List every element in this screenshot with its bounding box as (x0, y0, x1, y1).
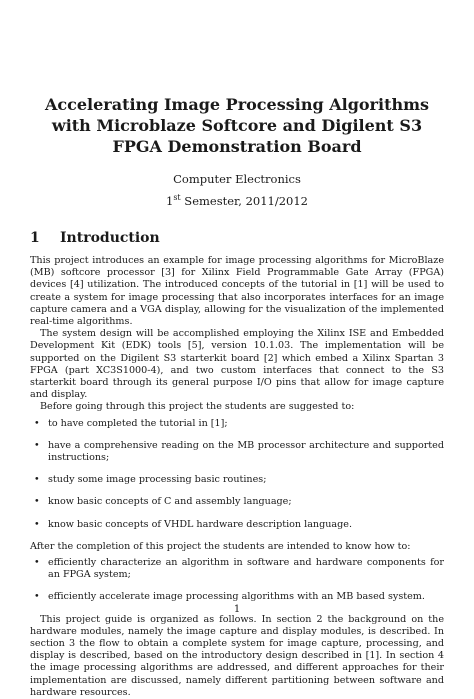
bullet-icon: • (34, 439, 40, 451)
paragraph: This project introduces an example for image processing algorithms for MicroBlaze (MB) softcore processor [3] for Xilinx Field Programmable Gate Array (FPGA) devices [4] utilization. The introduced concepts of the tutorial in [1] will be used to create a system for image processing that also incorporates interfaces for an image capture camera and a VGA display, allowing for the visualization of the implemented real-time algorithms. (30, 255, 444, 328)
list-item (30, 474, 444, 486)
list-item-text: know basic concepts of VHDL hardware description language. (48, 518, 353, 530)
paragraph: This project guide is organized as follows. In section 2 the background on the hardware modules, namely the image capture and display modules, is described. In section 3 the flow to obtain a complete system for image capture, processing, and display is described, based on the introductory design described in [1]. In section 4 the image processing algorithms are addressed, and different approaches for their implementation are discussed, namely different partitioning between software and hardware resources. (30, 613, 444, 698)
semester-ordinal: 1 (166, 193, 174, 208)
semester-line (0, 193, 474, 208)
list-item-text: know basic concepts of C and assembly language; (48, 496, 292, 508)
list-item (30, 440, 444, 464)
list-item (30, 591, 444, 603)
bullet-icon: • (34, 474, 40, 486)
list-item (30, 418, 444, 430)
list-item-text: study some image processing basic routines; (48, 474, 267, 486)
section-title: Introduction (60, 230, 160, 246)
bullet-icon: • (34, 496, 40, 508)
bullet-icon: • (34, 557, 40, 569)
list-item-text: have a comprehensive reading on the MB processor architecture and supported instructions; (48, 439, 444, 464)
section-body (30, 255, 444, 699)
paragraph: The system design will be accomplished employing the Xilinx ISE and Embedded Development Kit (EDK) tools [5], version 10.1.03. The implementation will be supported on the Digilent S3 starterkit board [2] which embed a Xilinx Spartan 3 FPGA (part XC3S1000-4), and two custom interfaces that connect to the S3 starterkit board through its general purpose I/O pins that allow for image capture and display. (30, 328, 444, 401)
list-item (30, 557, 444, 581)
semester-ordinal-suffix: st (173, 193, 181, 202)
prerequisites-list (30, 418, 444, 531)
paragraph: After the completion of this project the students are intended to know how to: (30, 540, 411, 552)
paper-title: Accelerating Image Processing Algorithms with Microblaze Softcore and Digilent S3 FPGA Demonstration Board (44, 95, 430, 156)
semester-text: Semester, 2011/2012 (180, 193, 308, 208)
bullet-icon: • (34, 591, 40, 603)
list-item-text: to have completed the tutorial in [1]; (48, 417, 228, 429)
bullet-icon: • (34, 518, 40, 530)
section-number: 1 (30, 230, 40, 246)
list-item-text: efficiently accelerate image processing algorithms with an MB based system. (48, 591, 425, 603)
bullet-icon: • (34, 417, 40, 429)
outcomes-list (30, 557, 444, 604)
list-item (30, 519, 444, 531)
list-item-text: efficiently characterize an algorithm in software and hardware components for an FPGA system; (48, 557, 444, 581)
paragraph: Before going through this project the students are suggested to: (40, 401, 355, 413)
list-item (30, 496, 444, 508)
affiliation: Computer Electronics (173, 172, 301, 186)
page-number: 1 (233, 604, 241, 615)
section-heading (30, 230, 160, 246)
